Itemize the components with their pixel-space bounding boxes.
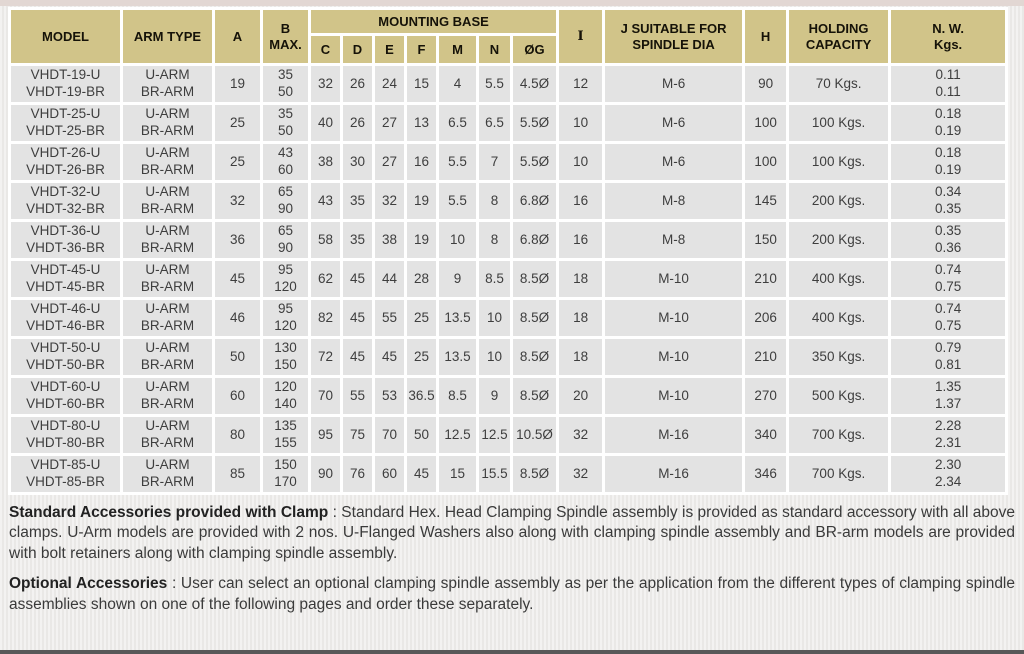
- cell-c: 72: [310, 338, 342, 377]
- cell-b-max: 65 90: [262, 221, 310, 260]
- cell-e: 60: [374, 455, 406, 494]
- col-header-n: N: [478, 35, 512, 65]
- col-header-arm-type: ARM TYPE: [122, 9, 214, 65]
- cell-a: 46: [214, 299, 262, 338]
- optional-accessories-body: : User can select an optional clamping spindle assembly as per the application from the different types of clamping spindle assemblies shown on one of the following pages and order these separately.: [9, 575, 1015, 613]
- col-header-e: E: [374, 35, 406, 65]
- cell-holding-capacity: 70 Kgs.: [788, 65, 890, 104]
- cell-model: VHDT-46-U VHDT-46-BR: [10, 299, 122, 338]
- cell-og: 4.5Ø: [512, 65, 558, 104]
- cell-net-weight: 0.79 0.81: [890, 338, 1007, 377]
- cell-j-spindle-dia: M-16: [604, 416, 744, 455]
- cell-d: 55: [342, 377, 374, 416]
- cell-a: 25: [214, 104, 262, 143]
- cell-j-spindle-dia: M-10: [604, 299, 744, 338]
- cell-og: 6.8Ø: [512, 182, 558, 221]
- cell-e: 27: [374, 104, 406, 143]
- cell-f: 25: [406, 299, 438, 338]
- cell-h: 210: [744, 260, 788, 299]
- cell-f: 50: [406, 416, 438, 455]
- cell-model: VHDT-80-U VHDT-80-BR: [10, 416, 122, 455]
- cell-holding-capacity: 500 Kgs.: [788, 377, 890, 416]
- cell-j-spindle-dia: M-6: [604, 104, 744, 143]
- cell-net-weight: 1.35 1.37: [890, 377, 1007, 416]
- b-max-line1: B: [280, 21, 291, 37]
- cell-model: VHDT-32-U VHDT-32-BR: [10, 182, 122, 221]
- col-header-b-max: [262, 9, 310, 65]
- cell-arm-type: U-ARM BR-ARM: [122, 260, 214, 299]
- cell-e: 44: [374, 260, 406, 299]
- cell-og: 8.5Ø: [512, 299, 558, 338]
- cell-arm-type: U-ARM BR-ARM: [122, 338, 214, 377]
- cell-a: 45: [214, 260, 262, 299]
- col-header-i: I: [558, 9, 604, 65]
- cell-i: 16: [558, 182, 604, 221]
- col-header-h: H: [744, 9, 788, 65]
- cell-j-spindle-dia: M-10: [604, 338, 744, 377]
- cell-n: 10: [478, 299, 512, 338]
- col-header-holding-capacity: [788, 9, 890, 65]
- cell-og: 5.5Ø: [512, 143, 558, 182]
- cell-holding-capacity: 100 Kgs.: [788, 104, 890, 143]
- cell-m: 5.5: [438, 143, 478, 182]
- cell-arm-type: U-ARM BR-ARM: [122, 299, 214, 338]
- cell-f: 45: [406, 455, 438, 494]
- col-header-mounting-base: MOUNTING BASE: [310, 9, 558, 35]
- cell-m: 13.5: [438, 338, 478, 377]
- cell-b-max: 43 60: [262, 143, 310, 182]
- cell-f: 19: [406, 182, 438, 221]
- cell-c: 82: [310, 299, 342, 338]
- cell-og: 6.8Ø: [512, 221, 558, 260]
- cell-b-max: 95 120: [262, 260, 310, 299]
- cell-j-spindle-dia: M-6: [604, 143, 744, 182]
- cell-a: 19: [214, 65, 262, 104]
- cell-n: 6.5: [478, 104, 512, 143]
- optional-accessories-title: Optional Accessories: [9, 575, 168, 593]
- cell-e: 55: [374, 299, 406, 338]
- specification-table: [8, 7, 1008, 495]
- cell-i: 12: [558, 65, 604, 104]
- col-header-j-spindle-dia: J SUITABLE FOR SPINDLE DIA: [604, 9, 744, 65]
- cell-c: 58: [310, 221, 342, 260]
- col-header-f: F: [406, 35, 438, 65]
- top-strip: [0, 0, 1024, 6]
- cell-arm-type: U-ARM BR-ARM: [122, 143, 214, 182]
- table-row: [10, 260, 1007, 299]
- cell-f: 25: [406, 338, 438, 377]
- cell-h: 90: [744, 65, 788, 104]
- cell-n: 12.5: [478, 416, 512, 455]
- cell-og: 8.5Ø: [512, 260, 558, 299]
- cell-net-weight: 2.28 2.31: [890, 416, 1007, 455]
- cell-i: 18: [558, 260, 604, 299]
- cell-f: 28: [406, 260, 438, 299]
- cell-arm-type: U-ARM BR-ARM: [122, 377, 214, 416]
- cell-model: VHDT-36-U VHDT-36-BR: [10, 221, 122, 260]
- cell-i: 32: [558, 416, 604, 455]
- cell-net-weight: 0.11 0.11: [890, 65, 1007, 104]
- cell-d: 76: [342, 455, 374, 494]
- cell-arm-type: U-ARM BR-ARM: [122, 455, 214, 494]
- cell-m: 15: [438, 455, 478, 494]
- cell-b-max: 35 50: [262, 65, 310, 104]
- cell-a: 50: [214, 338, 262, 377]
- table-row: [10, 143, 1007, 182]
- cell-i: 18: [558, 299, 604, 338]
- cell-m: 6.5: [438, 104, 478, 143]
- cell-e: 24: [374, 65, 406, 104]
- notes-section: [9, 503, 1015, 615]
- cell-m: 10: [438, 221, 478, 260]
- cell-og: 8.5Ø: [512, 377, 558, 416]
- table-row: [10, 65, 1007, 104]
- cell-c: 40: [310, 104, 342, 143]
- cell-a: 85: [214, 455, 262, 494]
- cell-h: 150: [744, 221, 788, 260]
- col-header-c: C: [310, 35, 342, 65]
- cell-m: 5.5: [438, 182, 478, 221]
- cell-holding-capacity: 400 Kgs.: [788, 299, 890, 338]
- cell-c: 70: [310, 377, 342, 416]
- table-header: [10, 9, 1007, 65]
- cell-og: 5.5Ø: [512, 104, 558, 143]
- cell-og: 8.5Ø: [512, 338, 558, 377]
- cell-c: 38: [310, 143, 342, 182]
- table-row: [10, 299, 1007, 338]
- cell-d: 45: [342, 299, 374, 338]
- cell-a: 36: [214, 221, 262, 260]
- cell-e: 53: [374, 377, 406, 416]
- cell-a: 25: [214, 143, 262, 182]
- cell-n: 8: [478, 182, 512, 221]
- col-header-m: M: [438, 35, 478, 65]
- cell-holding-capacity: 700 Kgs.: [788, 416, 890, 455]
- table-row: [10, 182, 1007, 221]
- cell-model: VHDT-25-U VHDT-25-BR: [10, 104, 122, 143]
- bottom-strip: [0, 650, 1024, 654]
- cell-c: 43: [310, 182, 342, 221]
- cell-holding-capacity: 350 Kgs.: [788, 338, 890, 377]
- cell-b-max: 135 155: [262, 416, 310, 455]
- cell-m: 4: [438, 65, 478, 104]
- cell-net-weight: 0.18 0.19: [890, 104, 1007, 143]
- cell-c: 62: [310, 260, 342, 299]
- cell-m: 13.5: [438, 299, 478, 338]
- cell-net-weight: 0.34 0.35: [890, 182, 1007, 221]
- col-header-net-weight: [890, 9, 1007, 65]
- cell-model: VHDT-26-U VHDT-26-BR: [10, 143, 122, 182]
- cell-j-spindle-dia: M-10: [604, 377, 744, 416]
- cell-net-weight: 2.30 2.34: [890, 455, 1007, 494]
- cell-model: VHDT-85-U VHDT-85-BR: [10, 455, 122, 494]
- cell-c: 95: [310, 416, 342, 455]
- cell-j-spindle-dia: M-8: [604, 182, 744, 221]
- cell-net-weight: 0.18 0.19: [890, 143, 1007, 182]
- cell-n: 9: [478, 377, 512, 416]
- cell-n: 7: [478, 143, 512, 182]
- table-row: [10, 455, 1007, 494]
- cell-model: VHDT-50-U VHDT-50-BR: [10, 338, 122, 377]
- nw-line1: N. W.: [932, 21, 964, 37]
- table-row: [10, 338, 1007, 377]
- col-header-model: MODEL: [10, 9, 122, 65]
- cell-n: 10: [478, 338, 512, 377]
- cell-h: 145: [744, 182, 788, 221]
- cell-h: 340: [744, 416, 788, 455]
- cell-a: 32: [214, 182, 262, 221]
- table-row: [10, 377, 1007, 416]
- cell-model: VHDT-19-U VHDT-19-BR: [10, 65, 122, 104]
- standard-accessories-body: : Standard Hex. Head Clamping Spindle assembly is provided as standard accessory with all above clamps. U-Arm models are provided with 2 nos. U-Flanged Washers also along with clamping spindle assembly and BR-arm models are provided with bolt retainers along with clamping spindle assembly.: [9, 504, 1015, 562]
- cell-arm-type: U-ARM BR-ARM: [122, 221, 214, 260]
- cell-n: 15.5: [478, 455, 512, 494]
- cell-e: 27: [374, 143, 406, 182]
- cell-m: 9: [438, 260, 478, 299]
- cell-b-max: 150 170: [262, 455, 310, 494]
- holding-line2: CAPACITY: [805, 36, 872, 52]
- optional-accessories-note: [9, 574, 1015, 615]
- cell-n: 8: [478, 221, 512, 260]
- cell-holding-capacity: 100 Kgs.: [788, 143, 890, 182]
- cell-net-weight: 0.74 0.75: [890, 299, 1007, 338]
- col-header-a: A: [214, 9, 262, 65]
- cell-e: 32: [374, 182, 406, 221]
- cell-d: 75: [342, 416, 374, 455]
- cell-e: 38: [374, 221, 406, 260]
- cell-b-max: 65 90: [262, 182, 310, 221]
- cell-arm-type: U-ARM BR-ARM: [122, 182, 214, 221]
- cell-holding-capacity: 200 Kgs.: [788, 221, 890, 260]
- cell-og: 8.5Ø: [512, 455, 558, 494]
- nw-line2: Kgs.: [933, 36, 963, 52]
- cell-i: 10: [558, 104, 604, 143]
- cell-h: 206: [744, 299, 788, 338]
- cell-f: 16: [406, 143, 438, 182]
- cell-j-spindle-dia: M-6: [604, 65, 744, 104]
- cell-holding-capacity: 400 Kgs.: [788, 260, 890, 299]
- cell-n: 8.5: [478, 260, 512, 299]
- cell-h: 100: [744, 104, 788, 143]
- cell-d: 35: [342, 221, 374, 260]
- cell-e: 70: [374, 416, 406, 455]
- cell-h: 270: [744, 377, 788, 416]
- cell-net-weight: 0.35 0.36: [890, 221, 1007, 260]
- cell-a: 80: [214, 416, 262, 455]
- table-row: [10, 104, 1007, 143]
- col-header-og: ØG: [512, 35, 558, 65]
- cell-i: 20: [558, 377, 604, 416]
- cell-model: VHDT-60-U VHDT-60-BR: [10, 377, 122, 416]
- cell-i: 18: [558, 338, 604, 377]
- cell-b-max: 95 120: [262, 299, 310, 338]
- cell-f: 19: [406, 221, 438, 260]
- cell-c: 90: [310, 455, 342, 494]
- cell-f: 15: [406, 65, 438, 104]
- col-header-d: D: [342, 35, 374, 65]
- cell-c: 32: [310, 65, 342, 104]
- cell-h: 346: [744, 455, 788, 494]
- cell-d: 45: [342, 260, 374, 299]
- cell-i: 16: [558, 221, 604, 260]
- header-row-top: [10, 9, 1007, 35]
- cell-h: 210: [744, 338, 788, 377]
- cell-og: 10.5Ø: [512, 416, 558, 455]
- table-row: [10, 221, 1007, 260]
- cell-m: 12.5: [438, 416, 478, 455]
- cell-arm-type: U-ARM BR-ARM: [122, 104, 214, 143]
- cell-arm-type: U-ARM BR-ARM: [122, 416, 214, 455]
- standard-accessories-note: [9, 503, 1015, 564]
- table-row: [10, 416, 1007, 455]
- cell-d: 26: [342, 65, 374, 104]
- cell-a: 60: [214, 377, 262, 416]
- cell-j-spindle-dia: M-10: [604, 260, 744, 299]
- cell-d: 26: [342, 104, 374, 143]
- cell-b-max: 120 140: [262, 377, 310, 416]
- cell-e: 45: [374, 338, 406, 377]
- cell-net-weight: 0.74 0.75: [890, 260, 1007, 299]
- table-body: [10, 65, 1007, 494]
- cell-h: 100: [744, 143, 788, 182]
- cell-arm-type: U-ARM BR-ARM: [122, 65, 214, 104]
- cell-b-max: 130 150: [262, 338, 310, 377]
- b-max-line2: MAX.: [269, 36, 302, 52]
- cell-holding-capacity: 200 Kgs.: [788, 182, 890, 221]
- standard-accessories-title: Standard Accessories provided with Clamp: [9, 504, 329, 521]
- cell-f: 36.5: [406, 377, 438, 416]
- cell-model: VHDT-45-U VHDT-45-BR: [10, 260, 122, 299]
- cell-i: 32: [558, 455, 604, 494]
- cell-m: 8.5: [438, 377, 478, 416]
- cell-j-spindle-dia: M-16: [604, 455, 744, 494]
- cell-d: 45: [342, 338, 374, 377]
- cell-d: 30: [342, 143, 374, 182]
- cell-i: 10: [558, 143, 604, 182]
- cell-holding-capacity: 700 Kgs.: [788, 455, 890, 494]
- cell-n: 5.5: [478, 65, 512, 104]
- holding-line1: HOLDING: [808, 21, 869, 37]
- cell-f: 13: [406, 104, 438, 143]
- cell-b-max: 35 50: [262, 104, 310, 143]
- cell-d: 35: [342, 182, 374, 221]
- cell-j-spindle-dia: M-8: [604, 221, 744, 260]
